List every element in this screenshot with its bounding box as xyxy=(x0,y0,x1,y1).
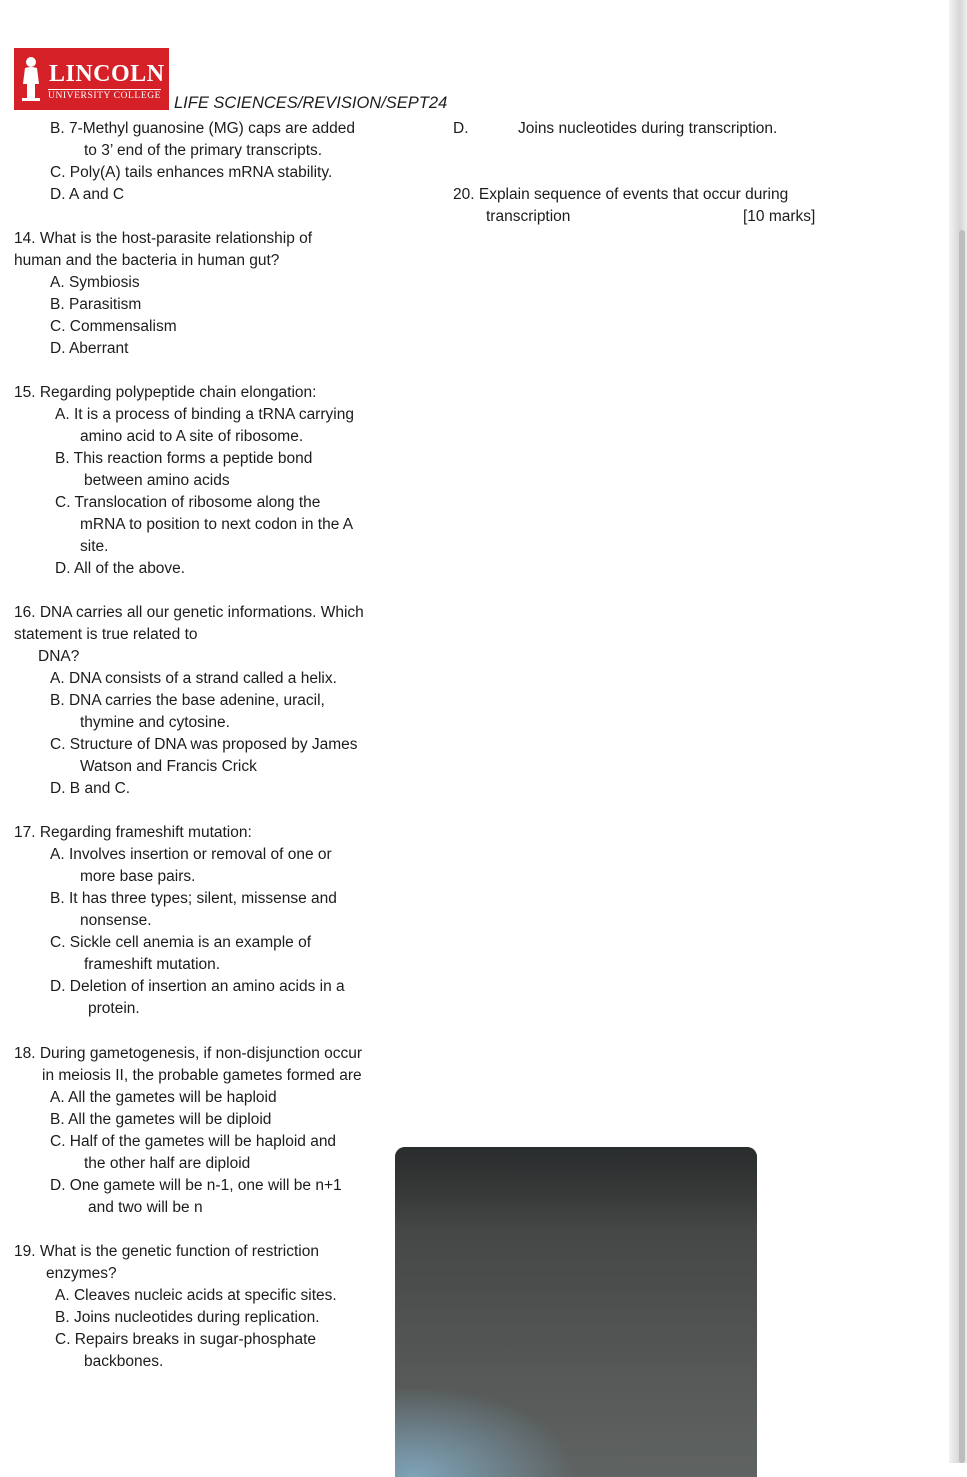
q19-question-cont: enzymes? xyxy=(46,1265,117,1282)
q17-option-c: C. Sickle cell anemia is an example of xyxy=(50,934,312,951)
q17-option-d-cont: protein. xyxy=(88,1000,140,1017)
q20-marks: [10 marks] xyxy=(743,208,816,225)
q18-option-d-cont: and two will be n xyxy=(88,1199,203,1216)
logo-subtitle: UNIVERSITY COLLEGE xyxy=(48,91,162,101)
q18-option-a: A. All the gametes will be haploid xyxy=(50,1089,277,1106)
q17-option-a: A. Involves insertion or removal of one or xyxy=(50,846,332,863)
q15-option-c: C. Translocation of ribosome along the xyxy=(55,494,321,511)
q19-option-c-cont: backbones. xyxy=(84,1353,164,1370)
q20-question-cont: transcription xyxy=(486,208,571,225)
q15-option-a-cont: amino acid to A site of ribosome. xyxy=(80,428,304,445)
q16-option-a: A. DNA consists of a strand called a helix. xyxy=(50,670,337,687)
q17-option-d: D. Deletion of insertion an amino acids in a xyxy=(50,978,345,995)
q13-option-c: C. Poly(A) tails enhances mRNA stability. xyxy=(50,164,333,181)
statue-icon xyxy=(20,54,42,102)
q15-option-c-cont2: site. xyxy=(80,538,109,555)
q15-question: 15. Regarding polypeptide chain elongation: xyxy=(14,384,317,401)
q16-option-c-cont: Watson and Francis Crick xyxy=(80,758,257,775)
q18-question: 18. During gametogenesis, if non-disjunction occur xyxy=(14,1045,363,1062)
q16-question-cont: statement is true related to xyxy=(14,626,198,643)
logo-name: LINCOLN xyxy=(49,61,165,87)
q16-option-d: D. B and C. xyxy=(50,780,131,797)
q19-option-d-letter: D. xyxy=(453,120,469,137)
q16-option-b-cont: thymine and cytosine. xyxy=(80,714,230,731)
q17-option-b: B. It has three types; silent, missense and xyxy=(50,890,337,907)
q20-question: 20. Explain sequence of events that occur during xyxy=(453,186,789,203)
q15-option-a: A. It is a process of binding a tRNA carrying xyxy=(55,406,354,423)
photo-shadow xyxy=(395,1147,757,1227)
q14-question-cont: human and the bacteria in human gut? xyxy=(14,252,280,269)
photo-overlay[interactable] xyxy=(395,1147,757,1477)
q17-option-b-cont: nonsense. xyxy=(80,912,152,929)
q18-option-d: D. One gamete will be n-1, one will be n+1 xyxy=(50,1177,342,1194)
q15-option-d: D. All of the above. xyxy=(55,560,186,577)
page-title: LIFE SCIENCES/REVISION/SEPT24 xyxy=(174,94,448,112)
scrollbar[interactable] xyxy=(959,230,965,1463)
q16-option-c: C. Structure of DNA was proposed by James xyxy=(50,736,358,753)
q15-option-b-cont: between amino acids xyxy=(84,472,230,489)
q18-option-c-cont: the other half are diploid xyxy=(84,1155,251,1172)
q17-question: 17. Regarding frameshift mutation: xyxy=(14,824,252,841)
q14-option-c: C. Commensalism xyxy=(50,318,177,335)
q17-option-a-cont: more base pairs. xyxy=(80,868,196,885)
q13-option-d: D. A and C xyxy=(50,186,125,203)
q16-question: 16. DNA carries all our genetic informations. Which xyxy=(14,604,364,621)
q19-option-c: C. Repairs breaks in sugar-phosphate xyxy=(55,1331,317,1348)
q14-option-b: B. Parasitism xyxy=(50,296,142,313)
q19-option-b: B. Joins nucleotides during replication. xyxy=(55,1309,320,1326)
q17-option-c-cont: frameshift mutation. xyxy=(84,956,221,973)
q15-option-b: B. This reaction forms a peptide bond xyxy=(55,450,313,467)
q19-option-d-text: Joins nucleotides during transcription. xyxy=(518,120,778,137)
q16-option-b: B. DNA carries the base adenine, uracil, xyxy=(50,692,325,709)
lincoln-logo xyxy=(14,48,169,110)
q19-option-a: A. Cleaves nucleic acids at specific sites. xyxy=(55,1287,337,1304)
q15-option-c-cont: mRNA to position to next codon in the A xyxy=(80,516,354,533)
q14-question: 14. What is the host-parasite relationship of xyxy=(14,230,313,247)
q14-option-d: D. Aberrant xyxy=(50,340,129,357)
q19-question: 19. What is the genetic function of restriction xyxy=(14,1243,319,1260)
q13-option-b-cont: to 3’ end of the primary transcripts. xyxy=(84,142,323,159)
q13-option-b: B. 7-Methyl guanosine (MG) caps are added xyxy=(50,120,355,137)
q18-option-b: B. All the gametes will be diploid xyxy=(50,1111,272,1128)
q18-option-c: C. Half of the gametes will be haploid and xyxy=(50,1133,337,1150)
q16-question-cont2: DNA? xyxy=(38,648,80,665)
q14-option-a: A. Symbiosis xyxy=(50,274,140,291)
q18-question-cont: in meiosis II, the probable gametes formed are xyxy=(42,1067,362,1084)
